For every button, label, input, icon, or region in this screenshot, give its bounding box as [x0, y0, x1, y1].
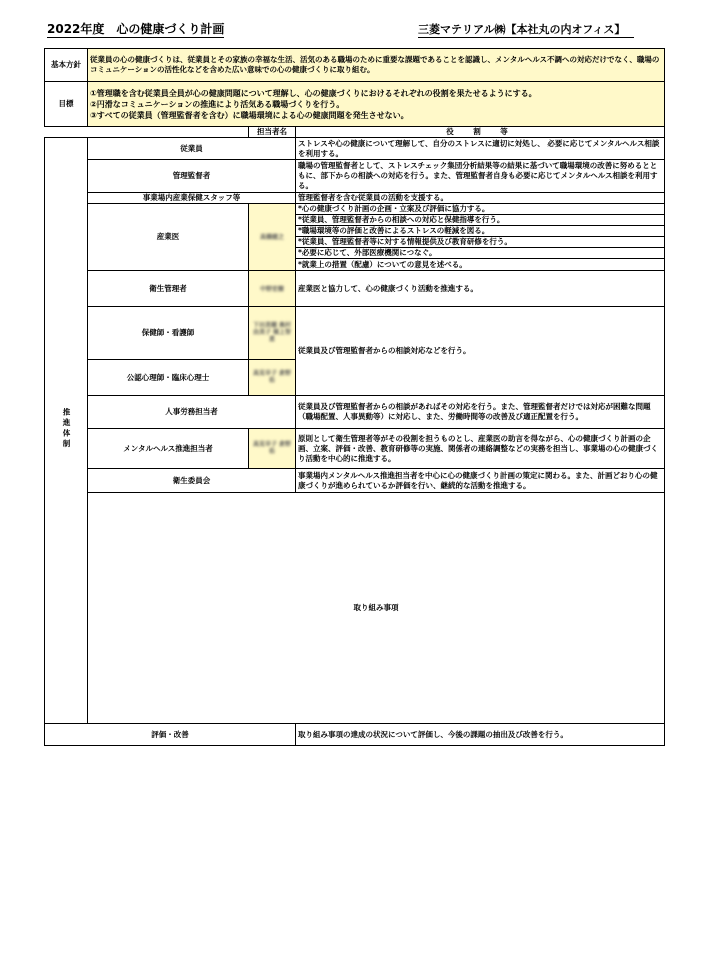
- person-name: 高見早子 倉野佑: [252, 441, 292, 455]
- roles-column-header: 役 割 等: [296, 127, 665, 138]
- initiatives-label: 取り組み事項: [88, 493, 665, 724]
- role-name-hr: 人事労務担当者: [88, 396, 296, 429]
- person-name: 中野宏樹: [259, 285, 284, 293]
- policy-text: 従業員の心の健康づくりは、従業員とその家族の幸福な生活、活気のある職場のために重要な課題であることを認識し、メンタルヘルス不調への対応だけでなく、職場のコミュニケーションの活性化などを含めた広い意味での心の健康づくりに取り組む。: [88, 49, 665, 82]
- system-label-text: 推進体制: [62, 408, 71, 450]
- doctor-role-item: *従業員、管理監督者等に対する情報提供及び教育研修を行う。: [296, 237, 665, 248]
- role-name-doctor: 産業医: [88, 204, 249, 271]
- goal-item: ③すべての従業員（管理監督者を含む）に職場環境による心の健康問題を発生させない。: [90, 110, 409, 120]
- role-desc-staff: 管理監督者を含む従業員の活動を支援する。: [296, 193, 665, 204]
- health-plan-table: [44, 48, 665, 746]
- page-title: 2022年度 心の健康づくり計画: [47, 22, 225, 36]
- goal-item: ②円滑なコミュニケーションの推進により活気ある職場づくりを行う。: [90, 99, 345, 109]
- doctor-role-item: *必要に応じて、外部医療機関につなぐ。: [296, 248, 665, 259]
- role-name-nurse: 保健師・看護師: [88, 307, 249, 360]
- role-desc-manager: 職場の管理監督者として、ストレスチェック集団分析結果等の結果に基づいて職場環境の改善に努めるとともに、部下からの相談への対応を行う。また、管理監督者自身も必要に応じてメンタルヘルス相談を利用する。: [296, 160, 665, 193]
- role-name-committee: 衛生委員会: [88, 469, 296, 493]
- person-column-header: 担当者名: [249, 127, 296, 138]
- role-name-staff: 事業場内産業保健スタッフ等: [88, 193, 296, 204]
- policy-label: 基本方針: [45, 49, 88, 82]
- doctor-role-item: *心の健康づくり計画の企画・立案及び評価に協力する。: [296, 204, 665, 215]
- evaluation-label: 評価・改善: [45, 724, 296, 746]
- doctor-role-item: *就業上の措置（配慮）についての意見を述べる。: [296, 259, 665, 271]
- goals-list: [88, 82, 665, 127]
- person-psych: [249, 360, 296, 396]
- role-name-manager: 管理監督者: [88, 160, 296, 193]
- person-name: 下田美穂 奥村由美子 堀上智恵: [252, 322, 292, 343]
- company-name: 三菱マテリアル㈱【本社丸の内オフィス】: [418, 22, 634, 38]
- goals-label: 目標: [45, 82, 88, 127]
- role-desc-employee: ストレスや心の健康について理解して、自分のストレスに適切に対処し、 必要に応じてメンタルヘルス相談を利用する。: [296, 138, 665, 160]
- role-name-employee: 従業員: [88, 138, 296, 160]
- doctor-role-item: *従業員、管理監督者からの相談への対応と保健指導を行う。: [296, 215, 665, 226]
- person-nurse: [249, 307, 296, 360]
- role-name-mh: メンタルヘルス推進担当者: [88, 429, 249, 469]
- person-hygiene: [249, 271, 296, 307]
- role-desc-hygiene: 産業医と協力して、心の健康づくり活動を推進する。: [296, 271, 665, 307]
- goal-item: ①管理職を含む従業員全員が心の健康問題について理解し、心の健康づくりにおけるそれぞれの役割を果たせるようにする。: [90, 88, 537, 98]
- evaluation-desc: 取り組み事項の達成の状況について評価し、今後の課題の抽出及び改善を行う。: [296, 724, 665, 746]
- person-mh: [249, 429, 296, 469]
- role-desc-committee: 事業場内メンタルヘルス推進担当者を中心に心の健康づくり計画の策定に関わる。また、計画どおり心の健康づくりが進められているか評価を行い、継続的な活動を推進する。: [296, 469, 665, 493]
- role-desc-counseling: 従業員及び管理監督者からの相談対応などを行う。: [296, 307, 665, 396]
- person-doctor: [249, 204, 296, 271]
- role-name-hygiene: 衛生管理者: [88, 271, 249, 307]
- role-desc-mh: 原則として衛生管理者等がその役割を担うものとし、産業医の助言を得ながら、心の健康づくり計画の企画、立案、評価・改善、教育研修等の実施、関係者の連絡調整などの実務を担当し、事業場の心の健康づくり活動を中心的に推進する。: [296, 429, 665, 469]
- system-label: [45, 138, 88, 724]
- person-name: 高見早子 倉野佑: [252, 370, 292, 384]
- doctor-role-item: *職場環境等の評価と改善によるストレスの軽減を図る。: [296, 226, 665, 237]
- role-desc-hr: 従業員及び管理監督者からの相談があればその対応を行う。また、管理監督者だけでは対応が困難な問題（職場配置、人事異動等）に対応し、また、労働時間等の改善及び適正配置を行う。: [296, 396, 665, 429]
- role-name-psych: 公認心理師・臨床心理士: [88, 360, 249, 396]
- person-name: 高橋健之: [259, 234, 284, 241]
